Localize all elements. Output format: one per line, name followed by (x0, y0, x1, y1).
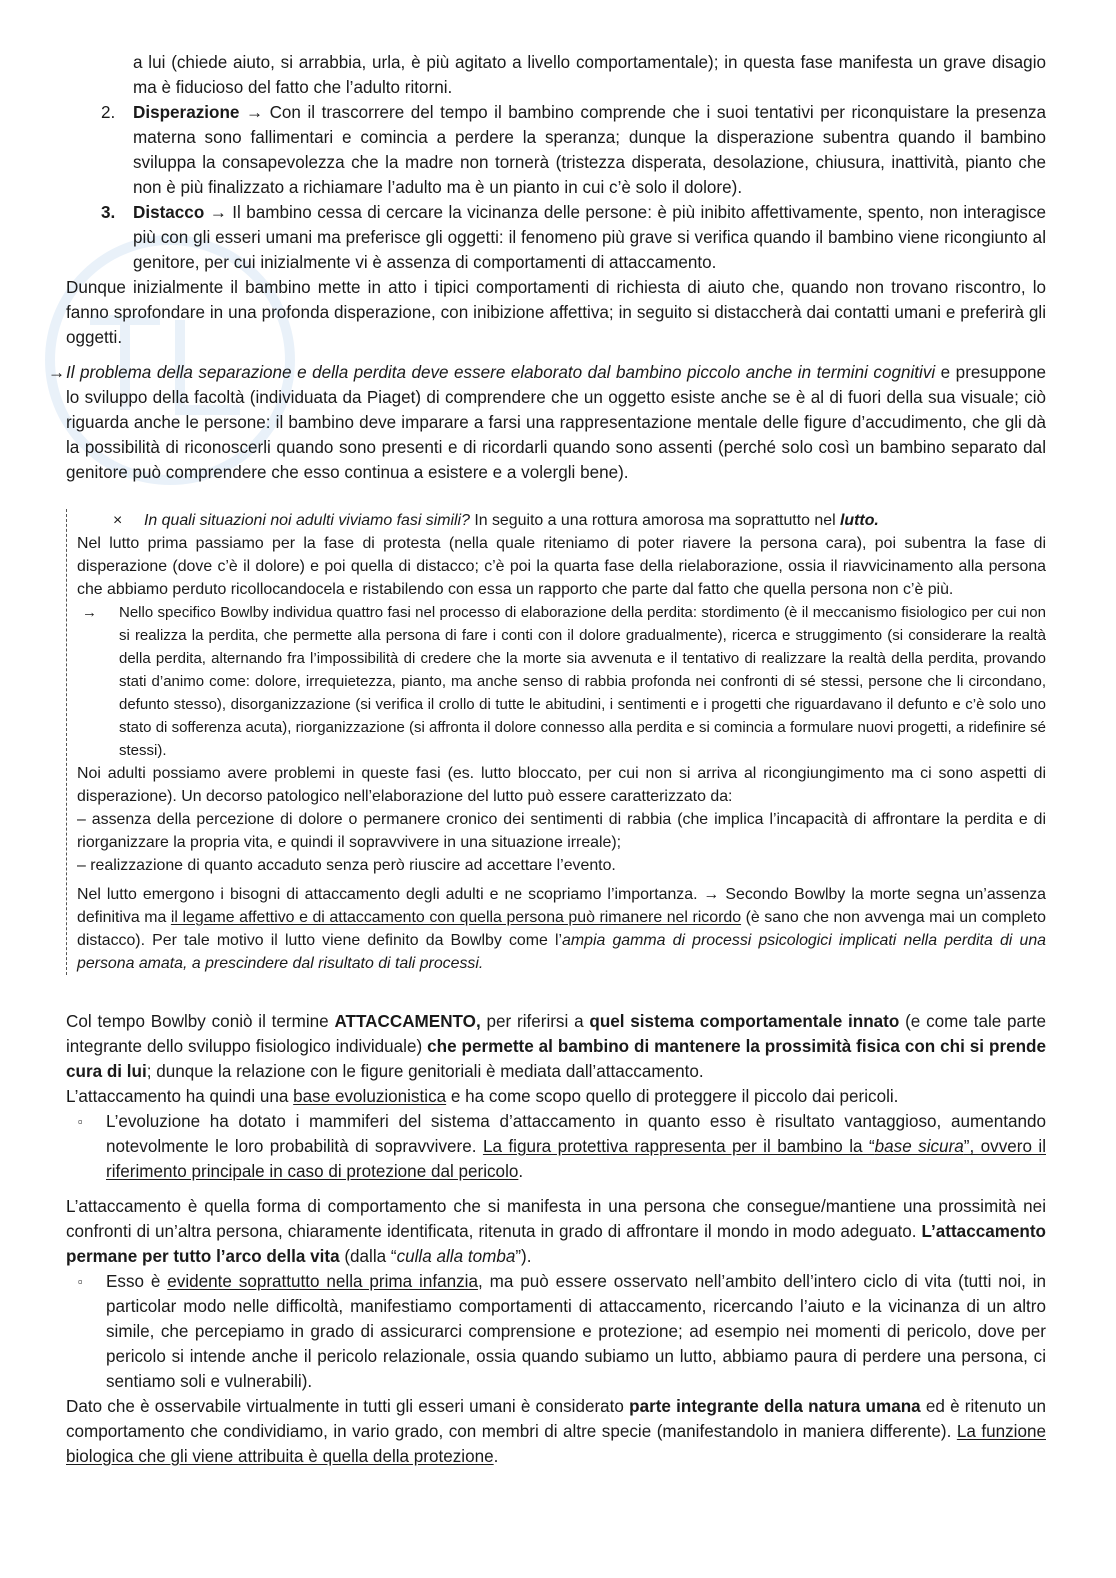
arrow-icon: → (48, 363, 66, 382)
text-run: (è sano che non avvenga mai un completo distacco). Per tale motivo il lutto viene definito da Bowlby come l’ (77, 909, 1046, 949)
text-run: Nel lutto emergono i bisogni di attaccamento degli adulti e ne scopriamo l’importanza. → Secondo Bowlby la morte segna un’assenza definitiva ma (77, 886, 1046, 926)
text-run: Esso è (106, 1272, 168, 1291)
italic-text: ampia gamma di processi psicologici implicati nella perdita di una persona amata, a prescindere dal risultato di tali processi. (77, 932, 1046, 972)
text-run: ”). (515, 1247, 532, 1266)
protest-continuation: a lui (chiede aiuto, si arrabbia, urla, è più agitato a livello comportamentale); in questa fase manifesta un grave disagio ma è fiducioso del fatto che l’adulto ritorni. (133, 53, 1046, 97)
box-question (77, 509, 1046, 532)
underlined-text: La funzione biologica che gli viene attribuita è quella della protezione (66, 1422, 1046, 1466)
text-run: . (493, 1447, 499, 1466)
bold-term: L’attaccamento permane per tutto l’arco della vita (66, 1222, 1046, 1266)
attachment-behavior-paragraph (66, 1194, 1046, 1269)
text-run: Dato che è osservabile virtualmente in tutti gli esseri umani è considerato (66, 1397, 630, 1416)
question-italic: In quali situazioni noi adulti viviamo fasi simili? (144, 512, 470, 529)
box-paragraph-problems: Noi adulti possiamo avere problemi in queste fasi (es. lutto bloccato, per cui non si arriva al ricongiungimento ma ci sono aspetti di disperazione). Un decorso patologico nell’elaborazione del lutto può essere caratterizzato da: (77, 765, 1046, 805)
list-item-detachment (66, 200, 1046, 275)
underlined-text: La figura protettiva rappresenta per il bambino la “ (482, 1137, 875, 1156)
text-run: (e come tale parte integrante dello sviluppo fisiologico individuale) (66, 1012, 1047, 1056)
pathology-item-2: – realizzazione di quanto accaduto senza però riuscire ad accettare l’evento. (77, 857, 616, 874)
text-run: ed è ritenuto un comportamento che condividiamo, in vario grado, con membri di altre specie (manifestandolo in maniera differente). (66, 1397, 1047, 1441)
mourning-box (66, 509, 1046, 975)
bold-term: ATTACCAMENTO, (334, 1012, 481, 1031)
text-run: per riferirsi a (480, 1012, 590, 1031)
italic-text: base sicura (874, 1137, 964, 1156)
attachment-definition (66, 1009, 1046, 1084)
question-text: In seguito a una rottura amorosa ma soprattutto nel (469, 512, 841, 529)
text-run: . (518, 1162, 524, 1181)
arrow-icon: → (245, 103, 264, 122)
box-paragraph-bowlby (77, 883, 1046, 975)
human-nature-paragraph (66, 1394, 1046, 1469)
text-run: L’attaccamento ha quindi una (66, 1087, 294, 1106)
bold-term: parte integrante della natura umana (629, 1397, 921, 1416)
list-number: 3. (101, 203, 116, 222)
underlined-text: ”, ovvero il riferimento principale in caso di protezione dal pericolo (106, 1137, 1046, 1181)
summary-paragraph: Dunque inizialmente il bambino mette in atto i tipici comportamenti di richiesta di aiuto che, quando non trovano riscontro, lo fanno sprofondare in una profonda disperazione, con inibizione affettiva; in seguito si distaccherà dai contatti umani e preferirà gli oggetti. (66, 278, 1046, 347)
arrow-icon: → (209, 203, 227, 222)
text-run: ; dunque la relazione con le figure genitoriali è mediata dall’attaccamento. (146, 1062, 704, 1081)
item-title: Distacco (133, 203, 205, 222)
bowlby-phases-text: Nello specifico Bowlby individua quattro fasi nel processo di elaborazione della perdita: stordimento (è il meccanismo fisiologico per cui non si realizza la perdita, che permette alla persona di fare i conti con il dolore gradualmente), ricerca e struggimento (si considerare la realtà della perdita, alternando fra l’impossibilità di credere che la morte sia avvenuta e il tentativo di realizzare la realtà della perdita, provando stati d’animo come: dolore, irrequietezza, pianto, ma anche senso di rabbia profonda nei confronti di sé stessi, persone che li circondano, defunto stesso), disorganizzazione (si verifica il crollo di tutte le abitudini, i sentimenti e i progetti che riguardavano il defunto e c’è solo uno stato di sofferenza acuta), riorganizzazione (si affronta il dolore connesso alla perdita e si comincia a formulare nuovi progetti, a ridefinire sé stessi). (119, 604, 1046, 759)
list-item-evolution (66, 1109, 1046, 1184)
square-bullet-icon: ▫ (78, 1114, 83, 1129)
cognitive-paragraph (48, 360, 1046, 485)
underlined-text: base evoluzionistica (293, 1087, 447, 1106)
item-title: Disperazione (133, 103, 240, 122)
item-text: Con il trascorrere del tempo il bambino comprende che i suoi tentativi per riconquistare la presenza materna sono fallimentari e comincia a perdere la speranza; dunque la disperazione subentra quando il bambino sviluppa la consapevolezza che la madre non tornerà (tristezza disperata, desolazione, chiusura, inattività, pianto che non è più finalizzato a richiamare l’adulto ma è un pianto in cui c’è solo il dolore). (133, 103, 1047, 197)
italic-text: culla alla tomba (396, 1247, 516, 1266)
text-run: (dalla “ (339, 1247, 397, 1266)
text-run: Col tempo Bowlby coniò il termine (66, 1012, 335, 1031)
bold-term: quel sistema comportamentale innato (589, 1012, 900, 1031)
list-number: 2. (101, 103, 116, 122)
box-paragraph-phases: Nel lutto prima passiamo per la fase di protesta (nella quale riteniamo di poter riavere la persona cara), poi subentra la fase di disperazione (dove c’è il dolore) e poi quella di distacco; c’è poi la quarta fase della rielaborazione, ossia il riavvicinamento alla persona che abbiamo perduto ricollocandocela e ristabilendo con essa un rapporto che parte dal fatto che quella persona non c’è più. (77, 535, 1046, 598)
text-run: L’evoluzione ha dotato i mammiferi del sistema d’attaccamento in quanto esso è risultato vantaggioso, aumentando notevolmente le loro probabilità di sopravvivere. (106, 1112, 1046, 1156)
attachment-section (66, 1009, 1046, 1469)
underlined-text: il legame affettivo e di attaccamento con quella persona può rimanere nel ricordo (170, 909, 742, 926)
text-run: e ha come scopo quello di proteggere il piccolo dai pericoli. (446, 1087, 899, 1106)
document-body (48, 50, 1047, 1469)
item-text: Il bambino cessa di cercare la vicinanza delle persone: è più inibito affettivamente, spento, non interagisce più con gli esseri umani ma preferisce gli oggetti: il fenomeno più grave si verifica quando il bambino viene ricongiunto al genitore, per cui inizialmente vi è assenza di comportamenti di attaccamento. (133, 203, 1046, 272)
pathology-item-1: – assenza della percezione di dolore o permanere cronico dei sentimenti di rabbia (che implica l’incapacità di affrontare la perdita e di riorganizzare la propria vita, e quindi il sopravvivere in una situazione irreale); (77, 811, 1046, 851)
list-item-despair (66, 100, 1046, 200)
square-bullet-icon: ▫ (78, 1274, 83, 1289)
arrow-icon: → (82, 604, 97, 621)
cognitive-italic: Il problema della separazione e della perdita deve essere elaborato dal bambino piccolo anche in termini cognitivi (66, 363, 936, 382)
cross-icon: × (113, 512, 123, 529)
bowlby-phases-note (77, 601, 1046, 762)
list-item-lifespan (66, 1269, 1046, 1394)
evolution-basis (66, 1084, 1046, 1109)
lutto-term: lutto. (840, 512, 879, 529)
text-run: L’attaccamento è quella forma di comportamento che si manifesta in una persona che consegue/mantiene una prossimità nei confronti di un’altra persona, chiaramente identificata, ritenuta in grado di affrontare il mondo in modo adeguato. (66, 1197, 1046, 1241)
bold-term: che permette al bambino di mantenere la prossimità fisica con chi si prende cura di lui (66, 1037, 1046, 1081)
text-run: , ma può essere osservato nell’ambito dell’intero ciclo di vita (tutti noi, in particolar modo nelle difficoltà, manifestiamo comportamenti di attaccamento, ricercando l’aiuto e la vicinanza di un altro simile, che percepiamo in grado di assicurarci comprensione e protezione; ad esempio nei momenti di pericolo, dove per pericolo si intende anche il pericolo relazionale, ossia quando subiamo un lutto, abbiamo paura di perdere una persona, ci sentiamo soli e vulnerabili). (106, 1272, 1046, 1391)
cognitive-text: e presuppone lo sviluppo della facoltà (individuata da Piaget) di comprendere che un oggetto esiste anche se è al di fuori della sua visuale; ciò riguarda anche le persone: il bambino deve imparare a farsi una rappresentazione mentale delle figure d’accudimento, che gli dà la possibilità di riconoscerli quando sono presenti e di ricordarli quando sono assenti (perché solo così un bambino separato dal genitore può comprendere che esso continua a esistere e a volergli bene). (66, 363, 1046, 482)
underlined-text: evidente soprattutto nella prima infanzia (167, 1272, 478, 1291)
